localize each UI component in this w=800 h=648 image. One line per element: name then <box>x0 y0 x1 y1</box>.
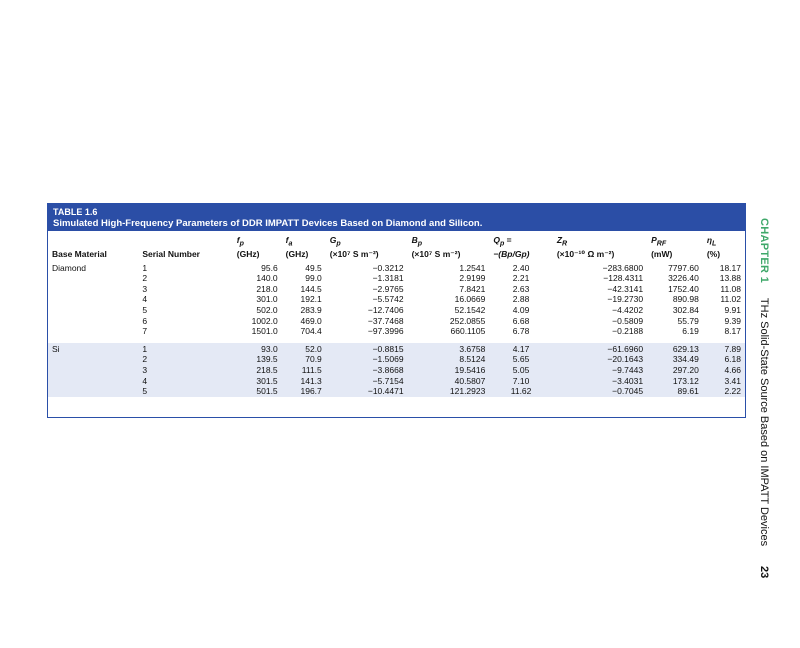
fp-cell: 139.5 <box>233 354 282 365</box>
fp-cell: 502.0 <box>256 305 278 316</box>
table-row <box>48 284 745 295</box>
eta-cell: 11.02 <box>720 294 741 305</box>
fp-cell: 218.5 <box>233 365 282 376</box>
gp-cell: −10.4471 <box>326 386 408 397</box>
bp-cell: 252.0855 <box>449 315 486 326</box>
prf-cell: 173.12 <box>647 376 703 387</box>
gp-cell: −2.9765 <box>372 283 404 294</box>
table-row <box>48 273 745 284</box>
eta-cell: 3.41 <box>703 376 745 387</box>
fp-cell: 1002.0 <box>251 315 278 326</box>
prf-cell: 302.84 <box>672 305 699 316</box>
bp-cell: 40.5807 <box>408 376 490 387</box>
qp-cell: 2.63 <box>512 283 530 294</box>
eta-cell: 2.22 <box>703 386 745 397</box>
zr-cell: −61.6960 <box>553 343 647 355</box>
running-head <box>758 218 770 546</box>
bp-cell: 1.2541 <box>459 262 486 273</box>
gp-cell: −5.5742 <box>372 294 404 305</box>
chapter-label: CHAPTER 1 <box>758 218 770 284</box>
serial-cell: 1 <box>138 343 232 355</box>
serial-cell: 4 <box>142 294 148 305</box>
fp-cell: 301.5 <box>233 376 282 387</box>
diamond-group <box>48 262 745 337</box>
bp-cell: 3.6758 <box>408 343 490 355</box>
fp-cell: 218.0 <box>256 283 278 294</box>
zr-cell: −0.5809 <box>612 315 644 326</box>
zr-cell: −0.2188 <box>612 326 644 337</box>
col-bp: $B_p$ (×10⁷ S m⁻²) <box>411 235 461 259</box>
prf-cell: 629.13 <box>647 343 703 355</box>
qp-cell: 4.17 <box>489 343 552 355</box>
qp-cell: 2.40 <box>512 262 530 273</box>
table-row <box>48 354 745 365</box>
prf-cell: 7797.60 <box>668 262 699 273</box>
qp-cell: 2.88 <box>512 294 530 305</box>
bp-cell: 2.9199 <box>459 273 486 284</box>
fp-cell: 95.6 <box>261 262 278 273</box>
data-table <box>47 203 746 418</box>
col-serial-number: Serial Number <box>142 248 200 259</box>
prf-cell: 55.79 <box>677 315 699 326</box>
col-eta: $\eta_L$ (%) <box>706 235 721 259</box>
serial-cell: 1 <box>142 262 148 273</box>
table-row <box>48 294 745 305</box>
table-row <box>48 365 745 376</box>
fp-cell: 1501.0 <box>251 326 278 337</box>
gp-cell: −37.7468 <box>367 315 404 326</box>
eta-cell: 7.89 <box>703 343 745 355</box>
qp-cell: 7.10 <box>489 376 552 387</box>
gp-cell: −0.3212 <box>372 262 404 273</box>
zr-cell: −20.1643 <box>553 354 647 365</box>
prf-cell: 89.61 <box>647 386 703 397</box>
table-row <box>48 305 745 316</box>
col-gp: $G_p$ (×10⁷ S m⁻²) <box>329 235 379 259</box>
eta-cell: 4.66 <box>703 365 745 376</box>
serial-cell: 5 <box>138 386 232 397</box>
col-fp: $f_p$ (GHz) <box>236 235 260 259</box>
col-fa: $f_a$ (GHz) <box>285 235 309 259</box>
qp-cell: 5.65 <box>489 354 552 365</box>
qp-cell: 2.21 <box>512 273 530 284</box>
si-group <box>48 337 745 397</box>
fa-cell: 111.5 <box>282 365 326 376</box>
zr-cell: −9.7443 <box>553 365 647 376</box>
zr-cell: −4.4202 <box>612 305 644 316</box>
gp-cell: −1.3181 <box>372 273 404 284</box>
parameters-table <box>48 231 745 397</box>
prf-cell: 334.49 <box>647 354 703 365</box>
col-zr: $Z_R$ (×10⁻¹⁰ Ω m⁻²) <box>556 235 615 259</box>
bp-cell: 660.1105 <box>450 326 486 337</box>
table-row <box>48 376 745 387</box>
serial-cell: 2 <box>142 273 148 284</box>
fa-cell: 144.5 <box>300 283 322 294</box>
table-caption <box>48 204 745 231</box>
col-prf: $P_{RF}$ (mW) <box>651 235 673 259</box>
qp-cell: 6.78 <box>512 326 530 337</box>
bp-cell: 16.0669 <box>454 294 486 305</box>
eta-cell: 9.91 <box>724 305 741 316</box>
table-row <box>48 326 745 337</box>
prf-cell: 3226.40 <box>668 273 699 284</box>
material-cell: Si <box>48 343 138 355</box>
table-row <box>48 386 745 397</box>
qp-cell: 6.68 <box>512 315 530 326</box>
zr-cell: −42.3141 <box>607 283 644 294</box>
gp-cell: −3.8668 <box>326 365 408 376</box>
gp-cell: −12.7406 <box>367 305 404 316</box>
serial-cell: 3 <box>142 283 148 294</box>
page-number: 23 <box>758 566 770 579</box>
material-cell: Diamond <box>52 262 87 273</box>
header-row <box>48 231 745 262</box>
qp-cell: 4.09 <box>512 305 530 316</box>
gp-cell: −97.3996 <box>367 326 404 337</box>
fa-cell: 99.0 <box>305 273 322 284</box>
zr-cell: −3.4031 <box>553 376 647 387</box>
prf-cell: 1752.40 <box>668 283 699 294</box>
bp-cell: 52.1542 <box>454 305 486 316</box>
prf-cell: 6.19 <box>682 326 699 337</box>
serial-cell: 6 <box>142 315 148 326</box>
eta-cell: 13.88 <box>719 273 741 284</box>
eta-cell: 6.18 <box>703 354 745 365</box>
fa-cell: 192.1 <box>300 294 322 305</box>
bp-cell: 19.5416 <box>408 365 490 376</box>
gp-cell: −1.5069 <box>326 354 408 365</box>
serial-cell: 3 <box>138 365 232 376</box>
zr-cell: −0.7045 <box>553 386 647 397</box>
gp-cell: −5.7154 <box>326 376 408 387</box>
zr-cell: −19.2730 <box>607 294 644 305</box>
prf-cell: 297.20 <box>647 365 703 376</box>
eta-cell: 11.08 <box>720 283 741 294</box>
eta-cell: 9.39 <box>724 315 741 326</box>
serial-cell: 7 <box>142 326 148 337</box>
eta-cell: 18.17 <box>719 262 741 273</box>
fa-cell: 196.7 <box>282 386 326 397</box>
serial-cell: 2 <box>138 354 232 365</box>
serial-cell: 5 <box>142 305 148 316</box>
qp-cell: 5.05 <box>489 365 552 376</box>
fa-cell: 704.4 <box>300 326 322 337</box>
prf-cell: 890.98 <box>672 294 699 305</box>
table-label: TABLE 1.6 <box>53 207 98 217</box>
fa-cell: 49.5 <box>305 262 322 273</box>
col-qp: $Q_p$ = −(Bp/Gp) <box>493 235 530 259</box>
fa-cell: 141.3 <box>282 376 326 387</box>
table-row <box>48 316 745 327</box>
fa-cell: 283.9 <box>300 305 322 316</box>
bp-cell: 7.8421 <box>459 283 486 294</box>
table-row <box>48 262 745 274</box>
serial-cell: 4 <box>138 376 232 387</box>
table-title: Simulated High-Frequency Parameters of DDR IMPATT Devices Based on Diamond and Silicon. <box>53 218 483 229</box>
eta-cell: 8.17 <box>724 326 741 337</box>
qp-cell: 11.62 <box>489 386 552 397</box>
fp-cell: 501.5 <box>233 386 282 397</box>
bp-cell: 121.2923 <box>408 386 490 397</box>
col-base-material: Base Material <box>52 248 107 259</box>
bp-cell: 8.5124 <box>408 354 490 365</box>
gp-cell: −0.8815 <box>326 343 408 355</box>
table-row <box>48 343 745 355</box>
zr-cell: −283.6800 <box>602 262 644 273</box>
fp-cell: 93.0 <box>233 343 282 355</box>
fa-cell: 469.0 <box>300 315 322 326</box>
zr-cell: −128.4311 <box>603 273 644 284</box>
fa-cell: 70.9 <box>282 354 326 365</box>
fa-cell: 52.0 <box>282 343 326 355</box>
fp-cell: 140.0 <box>256 273 278 284</box>
chapter-title: THz Solid-State Source Based on IMPATT Devices <box>758 297 770 547</box>
fp-cell: 301.0 <box>256 294 278 305</box>
